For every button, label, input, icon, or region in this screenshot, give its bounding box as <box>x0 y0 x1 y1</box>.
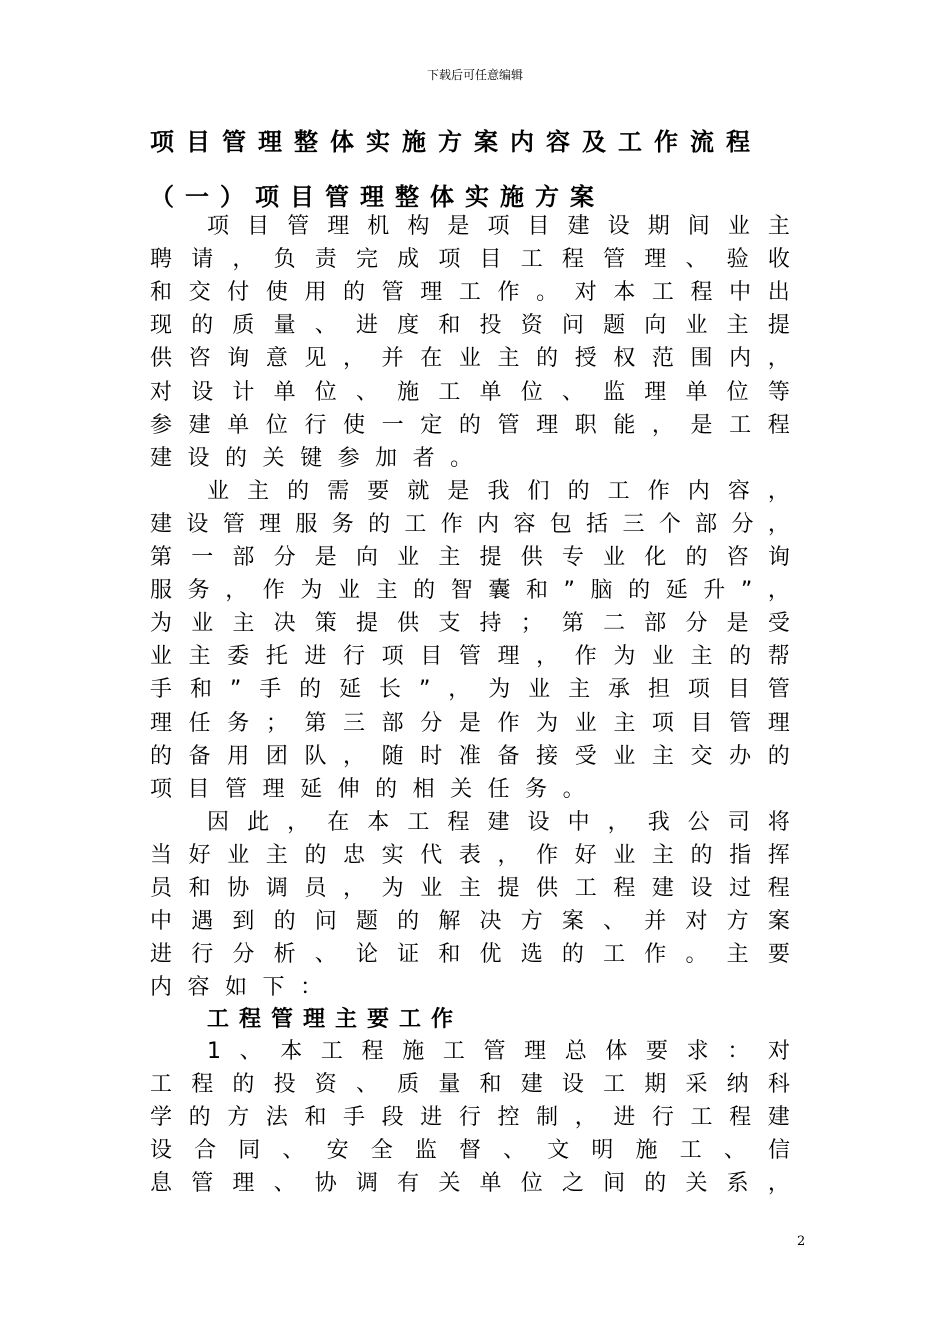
document-title: 项目管理整体实施方案内容及工作流程 <box>150 128 762 156</box>
text-line: 为 业 主 决 策 提 供 支 持 ； 第 二 部 分 是 受 <box>150 611 790 637</box>
text-line: 第 一 部 分 是 向 业 主 提 供 专 业 化 的 咨 询 <box>150 545 790 570</box>
text-line: 建 设 的 关 键 参 加 者 。 <box>150 445 473 471</box>
text-line: 项 目 管 理 机 构 是 项 目 建 设 期 间 业 主 <box>207 214 790 239</box>
text-line: 项 目 管 理 延 伸 的 相 关 任 务 。 <box>150 776 585 802</box>
text-line: 业 主 的 需 要 就 是 我 们 的 工 作 内 容 ， <box>207 478 790 504</box>
text-line: 手 和 ” 手 的 延 长 ” ， 为 业 主 承 担 项 目 管 <box>150 677 790 703</box>
text-line: 聘 请 ， 负 责 完 成 项 目 工 程 管 理 、 验 收 <box>150 247 790 273</box>
text-line: 学 的 方 法 和 手 段 进 行 控 制 ， 进 行 工 程 建 <box>150 1105 790 1131</box>
text-line: 当 好 业 主 的 忠 实 代 表 ， 作 好 业 主 的 指 挥 <box>150 842 790 868</box>
header-note: 下载后可任意编辑 <box>426 68 523 82</box>
sub-heading: 工程管理主要工作 <box>207 1007 464 1032</box>
text-line: 进 行 分 析 、 论 证 和 优 选 的 工 作 。 主 要 <box>150 942 790 968</box>
text-line: 1 、 本 工 程 施 工 管 理 总 体 要 求 ： 对 <box>207 1039 790 1064</box>
text-line: 现 的 质 量 、 进 度 和 投 资 问 题 向 业 主 提 <box>150 313 790 339</box>
text-line: 息 管 理 、 协 调 有 关 单 位 之 间 的 关 系 ， <box>150 1171 790 1197</box>
text-line: 中 遇 到 的 问 题 的 解 决 方 案 、 并 对 方 案 <box>150 909 790 935</box>
section-heading: （一）项目管理整体实施方案 <box>150 183 605 211</box>
text-line: 对 设 计 单 位 、 施 工 单 位 、 监 理 单 位 等 <box>150 379 790 405</box>
text-line: 设 合 同 、 安 全 监 督 、 文 明 施 工 、 信 <box>150 1138 790 1164</box>
page-number: 2 <box>797 1234 806 1249</box>
text-line: 员 和 协 调 员 ， 为 业 主 提 供 工 程 建 设 过 程 <box>150 876 790 901</box>
text-line: 建 设 管 理 服 务 的 工 作 内 容 包 括 三 个 部 分 ， <box>150 511 790 537</box>
text-line: 参 建 单 位 行 使 一 定 的 管 理 职 能 ， 是 工 程 <box>150 412 790 438</box>
text-line: 业 主 委 托 进 行 项 目 管 理 ， 作 为 业 主 的 帮 <box>150 644 790 670</box>
text-line: 理 任 务 ； 第 三 部 分 是 作 为 业 主 项 目 管 理 <box>150 710 790 736</box>
text-line: 工 程 的 投 资 、 质 量 和 建 设 工 期 采 纳 科 <box>150 1072 790 1098</box>
text-line: 服 务 ， 作 为 业 主 的 智 囊 和 ” 脑 的 延 升 ” ， <box>150 578 790 604</box>
text-line: 因 此 ， 在 本 工 程 建 设 中 ， 我 公 司 将 <box>207 809 790 835</box>
text-line: 和 交 付 使 用 的 管 理 工 作 。 对 本 工 程 中 出 <box>150 280 790 306</box>
text-line: 内 容 如 下 ： <box>150 975 323 1001</box>
text-line: 的 备 用 团 队 ， 随 时 准 备 接 受 业 主 交 办 的 <box>150 743 790 769</box>
text-line: 供 咨 询 意 见 ， 并 在 业 主 的 授 权 范 围 内 ， <box>150 346 790 372</box>
